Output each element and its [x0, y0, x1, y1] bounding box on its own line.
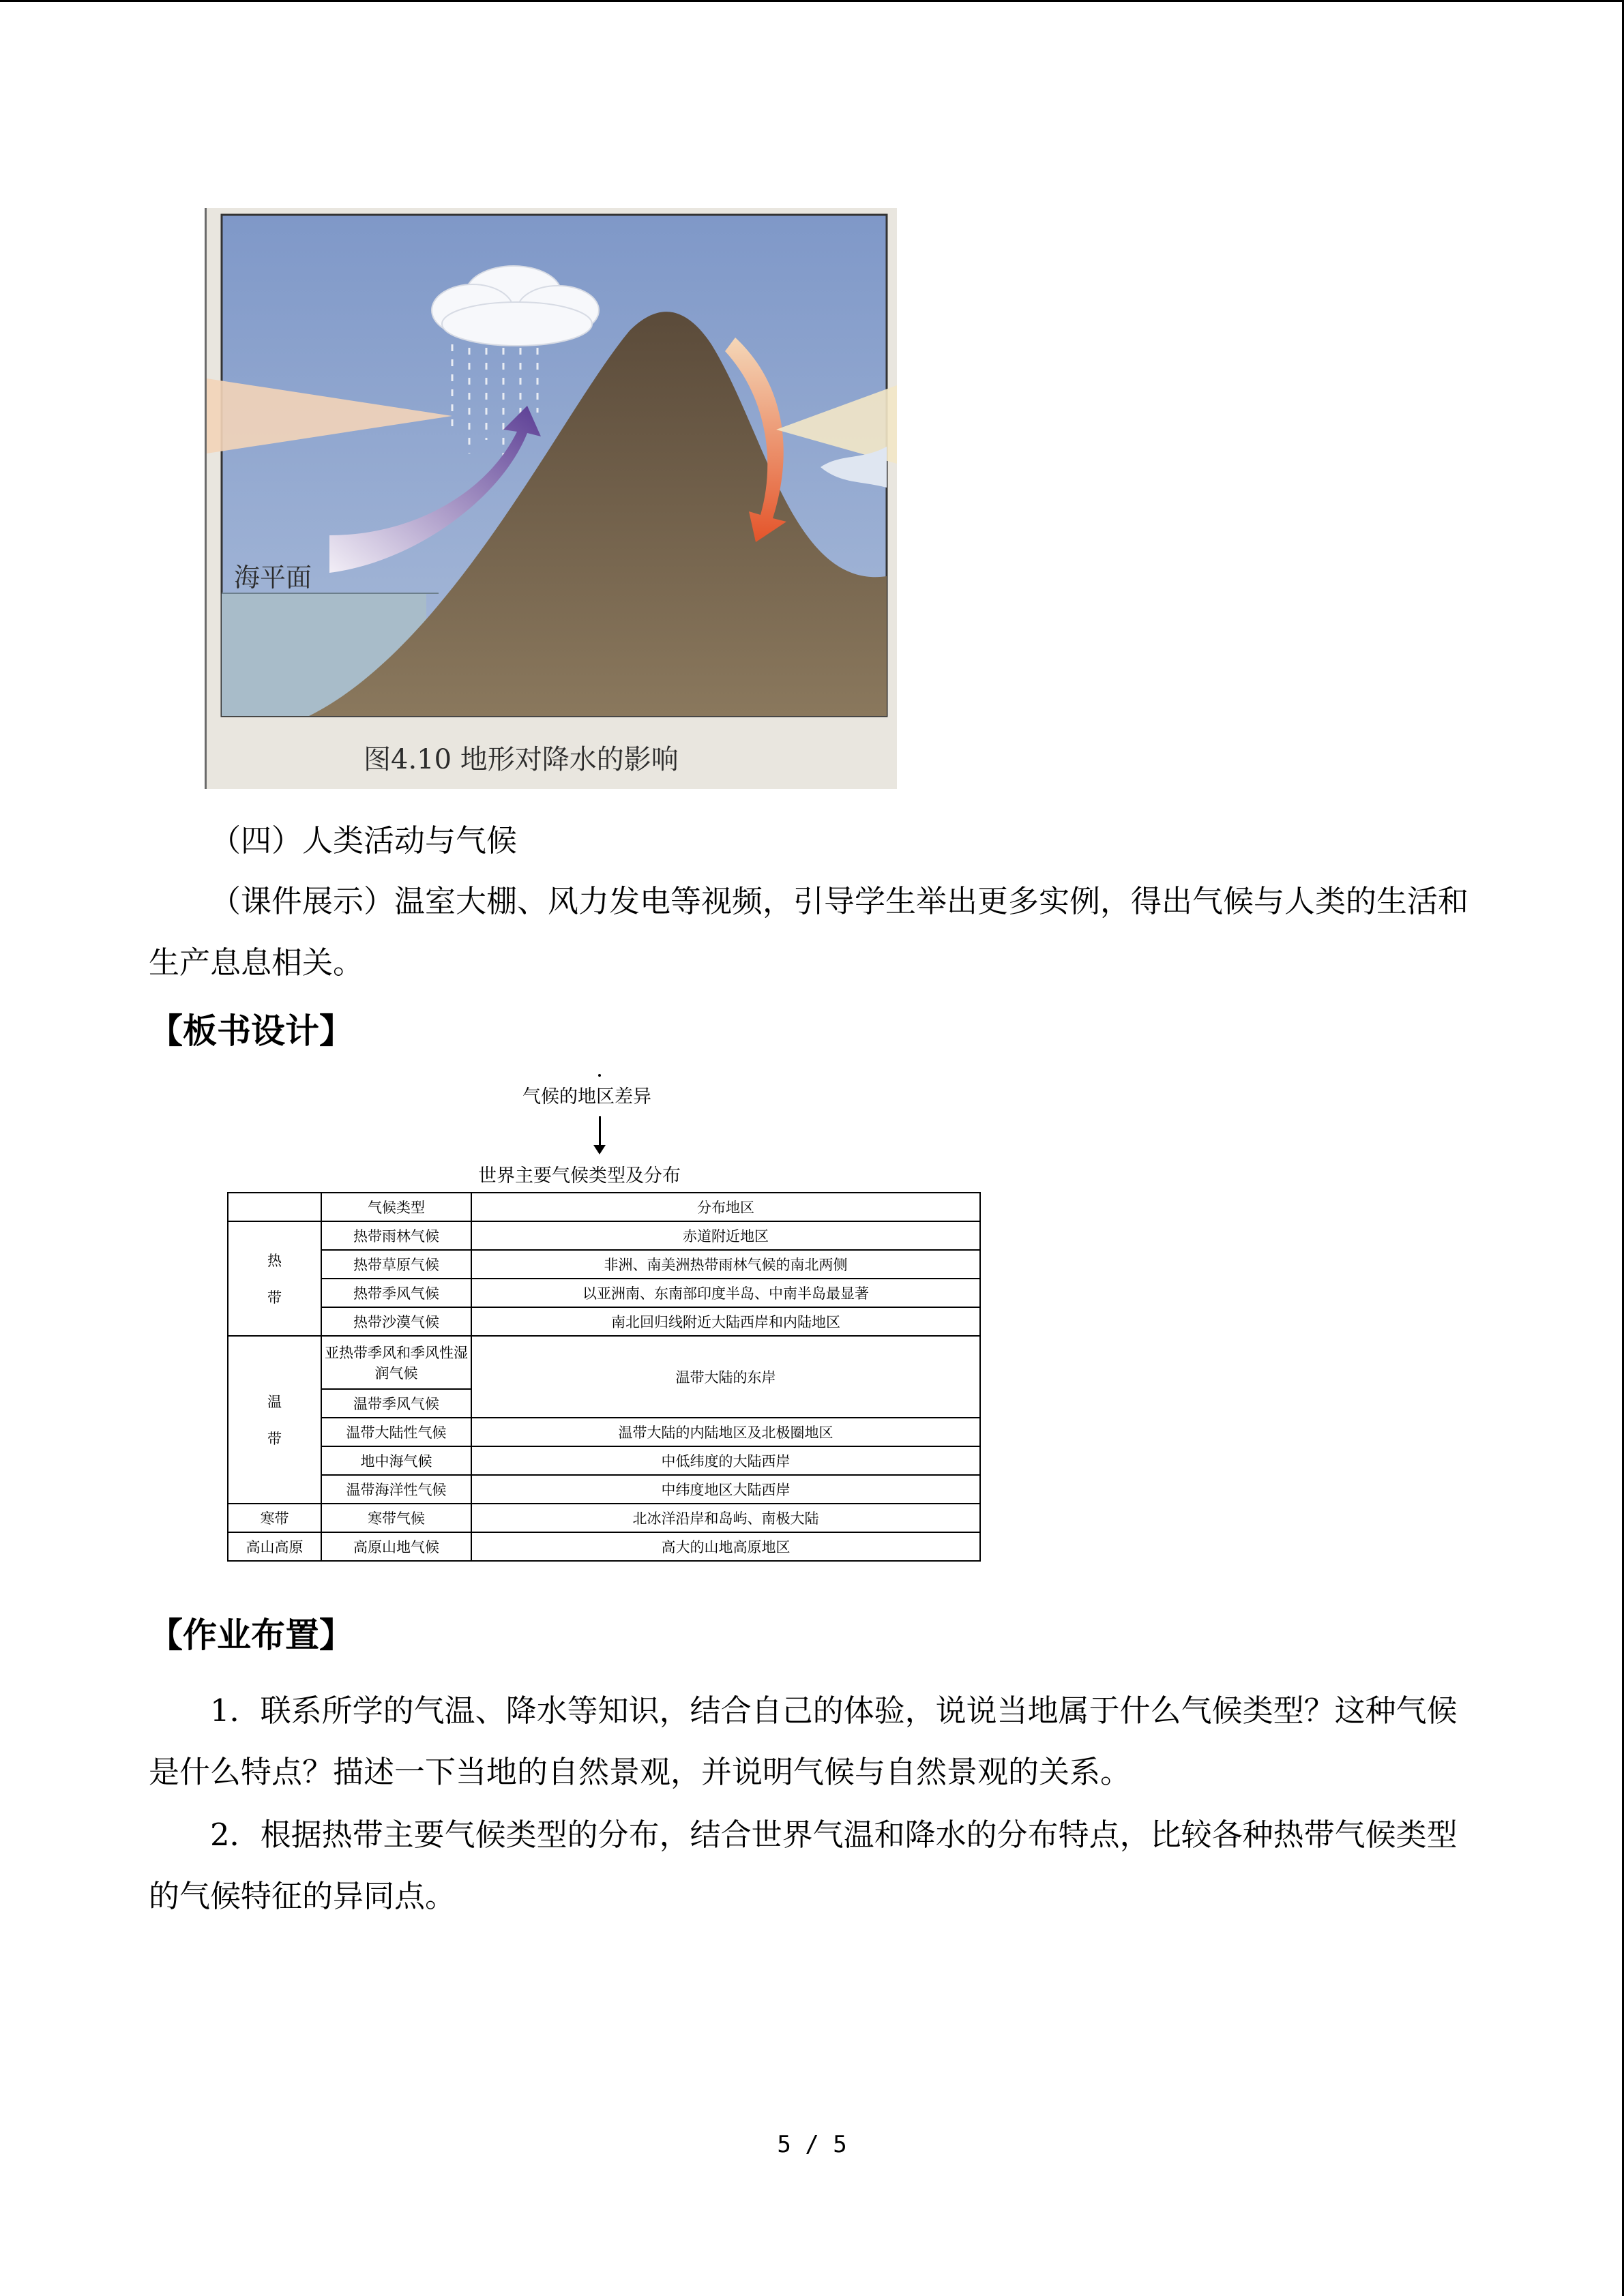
- climate-type: 热带季风气候: [321, 1279, 471, 1307]
- orographic-rain-figure: [205, 208, 897, 789]
- climate-type: 温带大陆性气候: [321, 1418, 471, 1446]
- page-top-border: [0, 0, 1624, 2]
- zone-temperate: 温 带: [228, 1336, 321, 1504]
- climate-distribution: 中低纬度的大陆西岸: [471, 1446, 980, 1475]
- section-paragraph: （课件展示）温室大棚、风力发电等视频，引导学生举出更多实例，得出气候与人类的生活和生产息息相关。: [149, 883, 1469, 981]
- table-row: [228, 1475, 980, 1504]
- page-number: 5 / 5: [777, 2131, 847, 2158]
- table-row: [228, 1250, 980, 1279]
- board-top-label: 气候的地区差异: [522, 1086, 651, 1107]
- table-row: [228, 1532, 980, 1561]
- board-design-heading: 【板书设计】: [149, 1011, 353, 1051]
- climate-type: 温带海洋性气候: [321, 1475, 471, 1504]
- table-row: [228, 1418, 980, 1446]
- figure-caption: 图4.10 地形对降水的影响: [364, 744, 679, 775]
- zone-cold: 寒带: [228, 1504, 321, 1532]
- climate-distribution: 温带大陆的内陆地区及北极圈地区: [471, 1418, 980, 1446]
- section-title: （四）人类活动与气候: [210, 822, 518, 859]
- climate-distribution: 赤道附近地区: [471, 1221, 980, 1250]
- table-row: [228, 1221, 980, 1250]
- figure-illustration: [207, 208, 897, 789]
- climate-distribution: 北冰洋沿岸和岛屿、南极大陆: [471, 1504, 980, 1532]
- header-type: 气候类型: [321, 1193, 471, 1221]
- table-row: [228, 1336, 980, 1389]
- table-row: [228, 1504, 980, 1532]
- climate-type: 高原山地气候: [321, 1532, 471, 1561]
- climate-type: 温带季风气候: [321, 1389, 471, 1418]
- table-row: [228, 1446, 980, 1475]
- climate-distribution: 以亚洲南、东南部印度半岛、中南半岛最显著: [471, 1279, 980, 1307]
- climate-distribution: 高大的山地高原地区: [471, 1532, 980, 1561]
- climate-type: 寒带气候: [321, 1504, 471, 1532]
- table-title: 世界主要气候类型及分布: [478, 1165, 681, 1187]
- climate-type: 热带草原气候: [321, 1250, 471, 1279]
- zone-tropical: 热 带: [228, 1221, 321, 1336]
- climate-type: 热带沙漠气候: [321, 1307, 471, 1336]
- climate-distribution: 南北回归线附近大陆西岸和内陆地区: [471, 1307, 980, 1336]
- climate-distribution: 非洲、南美洲热带雨林气候的南北两侧: [471, 1250, 980, 1279]
- climate-distribution: 温带大陆的东岸: [471, 1336, 980, 1418]
- zone-highland: 高山高原: [228, 1532, 321, 1561]
- header-distribution: 分布地区: [471, 1193, 980, 1221]
- climate-distribution: 中纬度地区大陆西岸: [471, 1475, 980, 1504]
- climate-table: [227, 1192, 981, 1562]
- table-row: [228, 1307, 980, 1336]
- climate-type: 亚热带季风和季风性湿润气候: [321, 1336, 471, 1389]
- board-dot: [598, 1074, 601, 1077]
- header-zone-cell: [228, 1193, 321, 1221]
- climate-type: 地中海气候: [321, 1446, 471, 1475]
- homework-item-2: 2．根据热带主要气候类型的分布，结合世界气温和降水的分布特点，比较各种热带气候类型的气候特征的异同点。: [149, 1817, 1458, 1914]
- sea-level-label: 海平面: [234, 563, 312, 593]
- table-row: [228, 1279, 980, 1307]
- climate-type: 热带雨林气候: [321, 1221, 471, 1250]
- board-arrow-head: [593, 1145, 606, 1154]
- table-header-row: [228, 1193, 980, 1221]
- board-arrow-line: [599, 1116, 601, 1146]
- homework-item-1: 1．联系所学的气温、降水等知识，结合自己的体验，说说当地属于什么气候类型？这种气候是什么特点？描述一下当地的自然景观，并说明气候与自然景观的关系。: [149, 1693, 1458, 1790]
- homework-heading: 【作业布置】: [149, 1615, 353, 1655]
